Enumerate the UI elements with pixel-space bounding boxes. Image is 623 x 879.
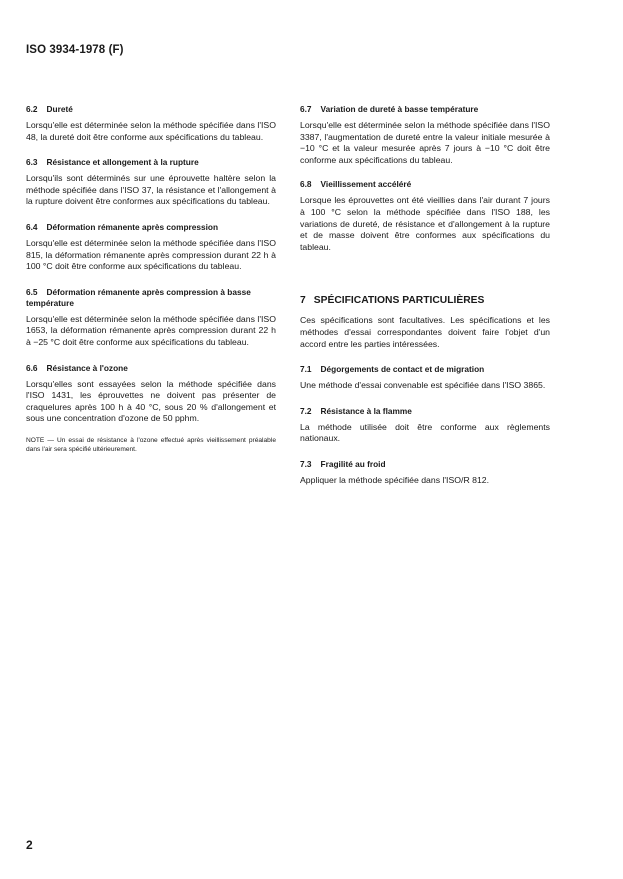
section-title: SPÉCIFICATIONS PARTICULIÈRES: [313, 295, 485, 307]
ozone-note: NOTE — Un essai de résistance à l'ozone effectué après vieillissement préalable dans l'air sera spécifié ultérieurement.: [26, 436, 276, 453]
section-body: La méthode utilisée doit être conforme aux règlements nationaux.: [300, 421, 550, 444]
section-heading: [300, 364, 550, 375]
section-title: Résistance à la flamme: [320, 405, 412, 416]
section-body: Lorsque les éprouvettes ont été vieillies dans l'air durant 7 jours à 100 °C selon la méthode spécifiée dans l'ISO 188, les variations de dureté, de résistance et d'allongement à la rupture et de masse doivent être conformes aux spécifications du tableau.: [300, 195, 550, 252]
document-header: ISO 3934-1978 (F): [26, 44, 124, 56]
section-body: Lorsqu'elle est déterminée selon la méthode spécifiée dans l'ISO 1653, la déformation rémanente après compression durant 22 h à −25 °C doit être conforme aux spécifications du tableau.: [26, 313, 276, 347]
section-body: Une méthode d'essai convenable est spécifiée dans l'ISO 3865.: [300, 380, 546, 391]
page-number: 2: [26, 838, 33, 852]
section-body: Lorsqu'ils sont déterminés sur une éprouvette haltère selon la méthode spécifiée dans l'ISO 37, la résistance et l'allongement à la rupture doivent être conformes aux spécifications du tableau.: [26, 173, 276, 207]
section-body: Appliquer la méthode spécifiée dans l'ISO/R 812.: [300, 474, 490, 485]
section-number: 7.2: [300, 405, 312, 416]
section-6-3: [26, 157, 276, 208]
left-column: [26, 104, 276, 454]
section-number: 7.1: [300, 364, 312, 375]
section-number: 7: [300, 295, 306, 307]
section-title: Déformation rémanente après compression à basse température: [26, 286, 251, 308]
section-number: 6.7: [300, 104, 312, 114]
section-heading: [26, 157, 276, 168]
major-section-heading: [300, 295, 550, 307]
section-number: 6.3: [26, 157, 38, 168]
section-title: Dégorgements de contact et de migration: [320, 364, 485, 375]
section-title: Dureté: [46, 104, 73, 114]
section-title: Vieillissement accéléré: [320, 179, 412, 190]
section-6-5: [26, 287, 276, 349]
section-body: Lorsqu'elle est déterminée selon la méthode spécifiée dans l'ISO 815, la déformation rémanente après compression durant 22 h à 100 °C doit être conforme aux spécifications du tableau.: [26, 237, 276, 272]
section-6-8: [300, 179, 550, 253]
section-6-2: [26, 104, 276, 143]
section-heading: [300, 104, 550, 115]
section-7: [300, 295, 550, 350]
section-number: 6.5: [26, 286, 38, 297]
section-number: 7.3: [300, 458, 312, 469]
right-column: [300, 104, 550, 487]
section-heading: [26, 104, 276, 115]
section-title: Résistance à l'ozone: [46, 362, 128, 373]
section-heading: [300, 406, 550, 417]
section-7-1: [300, 364, 550, 392]
section-heading: [26, 222, 276, 233]
section-heading: [300, 179, 550, 190]
section-6-6: [26, 363, 276, 425]
section-body: Lorsqu'elle est déterminée selon la méthode spécifiée dans l'ISO 3387, l'augmentation de dureté entre la valeur initiale mesurée à −10 °C et la valeur mesurée après 7 jours à −10 °C doit être conforme aux spécifications du tableau.: [300, 120, 550, 165]
section-body: Lorsqu'elle est déterminée selon la méthode spécifiée dans l'ISO 48, la dureté doit être conforme aux spécifications du tableau.: [26, 120, 276, 142]
section-heading: [26, 363, 276, 374]
section-7-3: [300, 459, 550, 487]
section-body: Lorsqu'elles sont essayées selon la méthode spécifiée dans l'ISO 1431, les éprouvettes ne doivent pas présenter de craquelures après 100 h à 40 °C, sous 20 % d'allongement et sous une concentration d'ozone de 50 pphm.: [26, 378, 276, 424]
section-7-2: [300, 406, 550, 445]
section-number: 6.6: [26, 362, 38, 373]
section-6-7: [300, 104, 550, 166]
section-number: 6.8: [300, 179, 312, 190]
section-body: Ces spécifications sont facultatives. Les spécifications et les méthodes d'essai correspondantes doivent faire l'objet d'un accord entre les parties intéressées.: [300, 315, 550, 349]
section-title: Fragilité au froid: [320, 458, 386, 469]
section-6-4: [26, 222, 276, 273]
section-title: Variation de dureté à basse température: [320, 104, 479, 114]
section-heading: [300, 459, 550, 470]
section-number: 6.4: [26, 221, 38, 232]
section-title: Résistance et allongement à la rupture: [46, 157, 199, 168]
section-number: 6.2: [26, 104, 38, 114]
section-heading: [26, 287, 276, 309]
section-title: Déformation rémanente après compression: [46, 221, 219, 232]
